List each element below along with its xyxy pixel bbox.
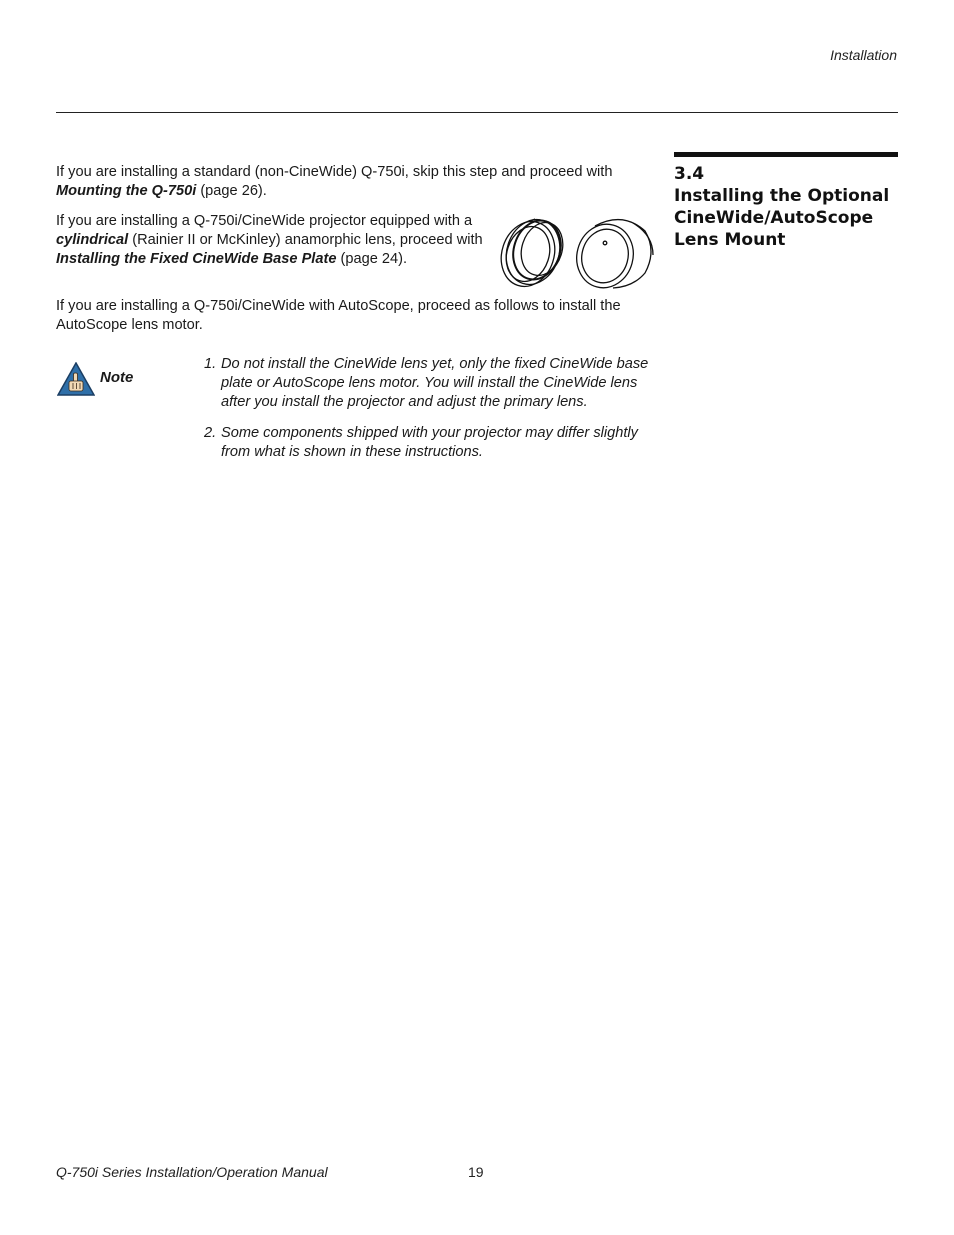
- running-head: Installation: [830, 47, 897, 63]
- lens-ring-rear: [570, 218, 653, 291]
- note-item-marker: 1.: [204, 356, 217, 372]
- paragraph-standard-install: [56, 163, 656, 201]
- lens-ring-front: [495, 213, 569, 291]
- link-mounting-q750i[interactable]: Mounting the Q-750i: [56, 183, 197, 199]
- note-item-marker: 2.: [204, 425, 217, 441]
- note-hand-icon: [57, 362, 95, 396]
- link-installing-base-plate[interactable]: Installing the Fixed CineWide Base Plate: [56, 251, 337, 267]
- note-list: [204, 355, 664, 462]
- footer-manual-title: Q-750i Series Installation/Operation Manual: [56, 1164, 328, 1180]
- paragraph-autoscope: If you are installing a Q-750i/CineWide with AutoScope, proceed as follows to install the AutoScope lens motor.: [56, 298, 621, 333]
- paragraph-text: (page 24).: [336, 251, 408, 267]
- section-heading-bar: [674, 152, 898, 157]
- paragraph-text: If you are installing a Q-750i/CineWide projector equipped with a: [56, 213, 473, 229]
- note-item-text: Do not install the CineWide lens yet, only the fixed CineWide base plate or AutoScope lens motor. You will install the CineWide lens after you install the projector and adjust the primary lens.: [221, 356, 649, 410]
- section-title: Installing the Optional CineWide/AutoScope Lens Mount: [674, 186, 890, 250]
- note-item-text: Some components shipped with your projector may differ slightly from what is shown in these instructions.: [221, 425, 638, 460]
- emphasis-cylindrical: cylindrical: [56, 232, 129, 248]
- header-rule: [56, 112, 898, 113]
- lens-rings-illustration: [495, 213, 655, 291]
- paragraph-text: (page 26).: [196, 183, 267, 199]
- paragraph-text: If you are installing a standard (non-CineWide) Q-750i, skip this step and proceed with: [56, 164, 613, 180]
- note-label: Note: [100, 369, 134, 386]
- paragraph-text: (Rainier II or McKinley) anamorphic lens, proceed with: [128, 232, 483, 248]
- footer-page-number: 19: [468, 1164, 484, 1180]
- section-heading: [674, 163, 904, 251]
- note-item: [204, 355, 664, 412]
- note-item: [204, 424, 664, 462]
- section-number: 3.4: [674, 164, 705, 184]
- paragraph-cylindrical-lens: [56, 212, 496, 269]
